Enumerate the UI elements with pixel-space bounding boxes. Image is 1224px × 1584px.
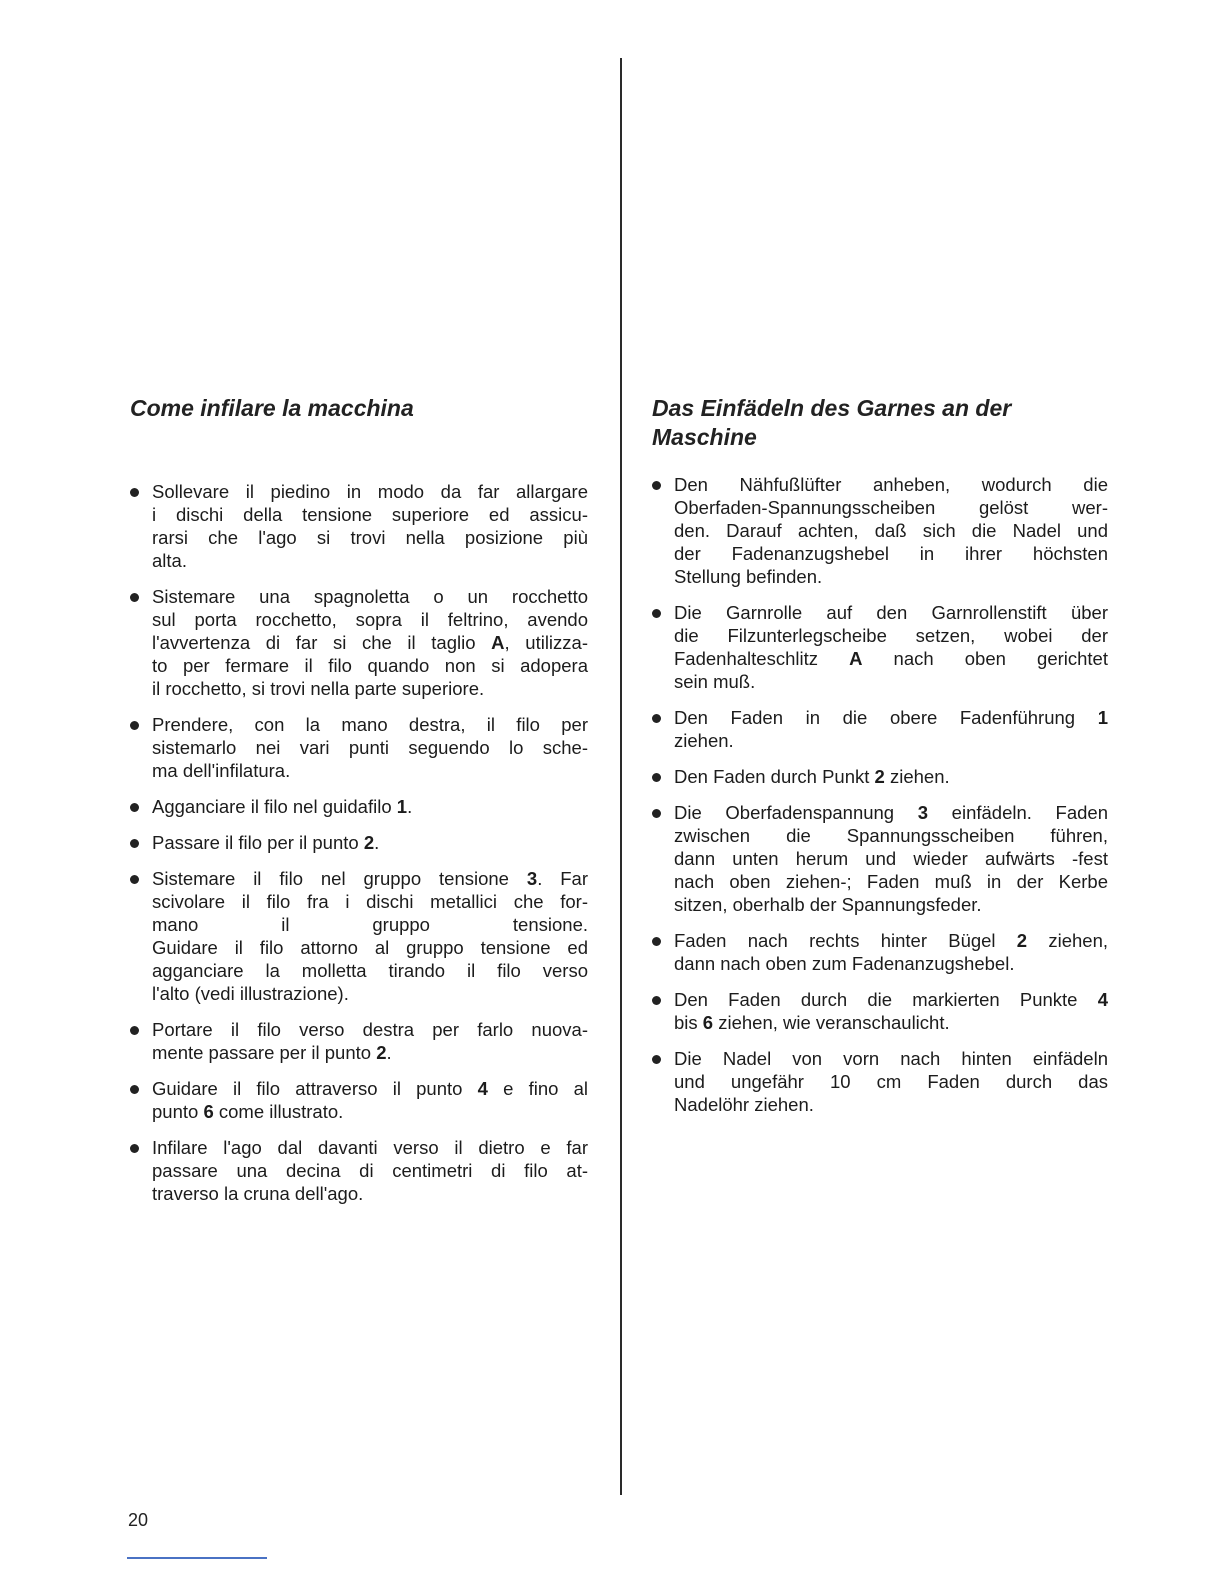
list-item-line: Sistemare il filo nel gruppo tensione 3. Far (152, 868, 588, 889)
list-item (652, 1047, 1108, 1116)
list-item (130, 1077, 588, 1123)
bullet-icon (130, 1144, 139, 1153)
italian-instruction-list (130, 480, 588, 1218)
list-item-line: punto 6 come illustrato. (152, 1101, 344, 1122)
list-item (130, 1018, 588, 1064)
list-item (652, 473, 1108, 588)
list-item-line: scivolare il filo fra i dischi metallici che for- (152, 891, 588, 912)
list-item-line: sul porta rocchetto, sopra il feltrino, avendo (152, 609, 588, 630)
list-item-line: dann unten herum und wieder aufwärts -fest (674, 848, 1108, 869)
list-item-line: mano il gruppo tensione. (152, 914, 588, 935)
list-item-line: sein muß. (674, 671, 756, 692)
bullet-icon (130, 875, 139, 884)
column-divider (620, 58, 622, 1495)
bullet-icon (130, 1085, 139, 1094)
list-item-line: i dischi della tensione superiore ed assicu- (152, 504, 588, 525)
list-item-line: Guidare il filo attorno al gruppo tensione ed (152, 937, 588, 958)
list-item (130, 585, 588, 700)
list-item-line: Faden nach rechts hinter Bügel 2 ziehen, (674, 930, 1108, 951)
bullet-icon (130, 839, 139, 848)
italian-heading: Come infilare la macchina (130, 395, 414, 421)
list-item-line: Die Nadel von vorn nach hinten einfädeln (674, 1048, 1108, 1069)
bullet-icon (130, 488, 139, 497)
list-item (652, 929, 1108, 975)
list-item-line: Agganciare il filo nel guidafilo 1. (152, 796, 413, 817)
list-item (130, 713, 588, 782)
bullet-icon (652, 809, 661, 818)
list-item-line: Den Faden durch Punkt 2 ziehen. (674, 766, 950, 787)
list-item-line: sitzen, oberhalb der Spannungsfeder. (674, 894, 982, 915)
list-item-line: ziehen. (674, 730, 734, 751)
list-item-line: Sistemare una spagnoletta o un rocchetto (152, 586, 588, 607)
page-number: 20 (128, 1510, 149, 1530)
bullet-icon (130, 721, 139, 730)
german-heading-line: Maschine (652, 424, 757, 450)
list-item (130, 480, 588, 572)
footer-rule (127, 1557, 267, 1559)
list-item (652, 601, 1108, 693)
list-item-line: Den Nähfußlüfter anheben, wodurch die (674, 474, 1108, 495)
list-item (130, 795, 588, 818)
list-item-line: Die Garnrolle auf den Garnrollenstift über (674, 602, 1108, 623)
list-item-line: zwischen die Spannungsscheiben führen, (674, 825, 1108, 846)
list-item-line: Prendere, con la mano destra, il filo per (152, 714, 588, 735)
list-item-line: sistemarlo nei vari punti seguendo lo sche- (152, 737, 588, 758)
list-item-line: Den Faden durch die markierten Punkte 4 (674, 989, 1108, 1010)
list-item-line: rarsi che l'ago si trovi nella posizione più (152, 527, 588, 548)
bullet-icon (652, 1055, 661, 1064)
list-item-line: traverso la cruna dell'ago. (152, 1183, 364, 1204)
list-item-line: agganciare la molletta tirando il filo verso (152, 960, 588, 981)
list-item-line: l'avvertenza di far si che il taglio A, utilizza- (152, 632, 588, 653)
list-item-line: und ungefähr 10 cm Faden durch das (674, 1071, 1108, 1092)
list-item-line: Guidare il filo attraverso il punto 4 e fino al (152, 1078, 588, 1099)
bullet-icon (652, 773, 661, 782)
list-item-line: Infilare l'ago dal davanti verso il dietro e far (152, 1137, 588, 1158)
list-item-line: Die Oberfadenspannung 3 einfädeln. Faden (674, 802, 1108, 823)
bullet-icon (652, 937, 661, 946)
bullet-icon (652, 996, 661, 1005)
german-heading (652, 394, 1108, 452)
list-item-line: passare una decina di centimetri di filo at- (152, 1160, 588, 1181)
german-heading-line: Das Einfädeln des Garnes an der (652, 395, 1012, 421)
list-item-line: Portare il filo verso destra per farlo nuova- (152, 1019, 588, 1040)
list-item-line: den. Darauf achten, daß sich die Nadel und (674, 520, 1108, 541)
list-item-line: to per fermare il filo quando non si adopera (152, 655, 588, 676)
list-item-line: Oberfaden-Spannungsscheiben gelöst wer- (674, 497, 1108, 518)
list-item (652, 801, 1108, 916)
list-item (130, 867, 588, 1005)
list-item-line: Nadelöhr ziehen. (674, 1094, 814, 1115)
list-item (130, 831, 588, 854)
list-item-line: nach oben ziehen-; Faden muß in der Kerbe (674, 871, 1108, 892)
list-item-line: alta. (152, 550, 187, 571)
list-item-line: ma dell'infilatura. (152, 760, 291, 781)
bullet-icon (130, 803, 139, 812)
list-item-line: il rocchetto, si trovi nella parte superiore. (152, 678, 485, 699)
list-item-line: die Filzunterlegscheibe setzen, wobei der (674, 625, 1108, 646)
list-item-line: l'alto (vedi illustrazione). (152, 983, 349, 1004)
bullet-icon (130, 1026, 139, 1035)
bullet-icon (652, 481, 661, 490)
bullet-icon (130, 593, 139, 602)
bullet-icon (652, 714, 661, 723)
list-item-line: bis 6 ziehen, wie veranschaulicht. (674, 1012, 950, 1033)
bullet-icon (652, 609, 661, 618)
list-item (652, 988, 1108, 1034)
list-item-line: Den Faden in die obere Fadenführung 1 (674, 707, 1108, 728)
list-item-line: Sollevare il piedino in modo da far allargare (152, 481, 588, 502)
list-item-line: dann nach oben zum Fadenanzugshebel. (674, 953, 1015, 974)
german-instruction-list (652, 473, 1108, 1129)
list-item-line: Stellung befinden. (674, 566, 823, 587)
list-item (652, 706, 1108, 752)
list-item-line: Passare il filo per il punto 2. (152, 832, 380, 853)
list-item (652, 765, 1108, 788)
list-item (130, 1136, 588, 1205)
list-item-line: der Fadenanzugshebel in ihrer höchsten (674, 543, 1108, 564)
list-item-line: mente passare per il punto 2. (152, 1042, 392, 1063)
list-item-line: Fadenhalteschlitz A nach oben gerichtet (674, 648, 1108, 669)
